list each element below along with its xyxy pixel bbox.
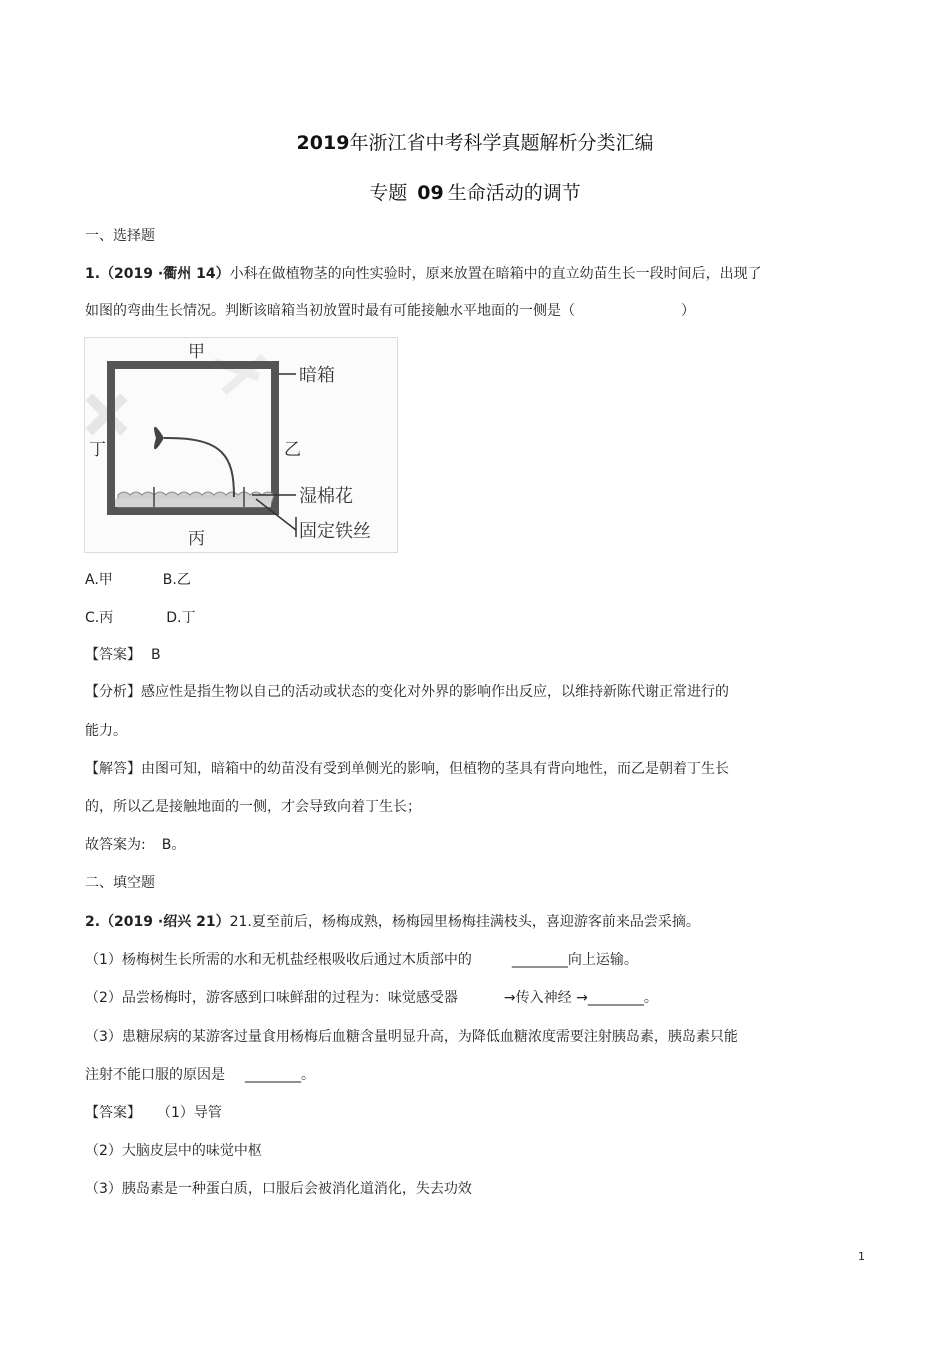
section-heading-choice: 一、选择题 (85, 228, 155, 244)
options-row-1 (85, 570, 191, 590)
document-subtitle: 专题 09 生命活动的调节 (369, 182, 581, 204)
dark-box-diagram (84, 337, 398, 553)
q1-analysis-line-2: 能力。 (85, 723, 127, 739)
label-right: 乙 (284, 440, 301, 460)
page-number: 1 (858, 1250, 865, 1263)
question-2-line: 2.（2019 ·绍兴 21）21.夏至前后，杨梅成熟，杨梅园里杨梅挂满枝头，喜迎游客前来品尝采摘。 (85, 914, 700, 930)
option-d: D.丁 (166, 610, 196, 626)
q2-answer-2: （2）大脑皮层中的味觉中枢 (85, 1143, 262, 1159)
label-bottom: 丙 (188, 529, 205, 549)
q1-solution-line-2: 的，所以乙是接触地面的一侧，才会导致向着丁生长； (85, 799, 421, 815)
label-wet-cotton: 湿棉花 (299, 486, 353, 507)
option-b: B.乙 (162, 572, 191, 588)
q1-answer: 【答案】 B (85, 647, 161, 663)
section-heading-fill: 二、填空题 (85, 875, 155, 891)
q2-answer-3: （3）胰岛素是一种蛋白质，口服后会被消化道消化，失去功效 (85, 1181, 472, 1197)
q2-part-3-line-1: （3）患糖尿病的某游客过量食用杨梅后血糖含量明显升高，为降低血糖浓度需要注射胰岛素，胰岛素只能 (85, 1029, 738, 1045)
dark-box-figure (84, 337, 398, 553)
q2-answer-1: 【答案】 （1）导管 (85, 1105, 222, 1121)
label-left: 丁 (89, 440, 106, 460)
label-fixing-wire: 固定铁丝 (299, 521, 371, 542)
label-top: 甲 (188, 342, 205, 362)
options-row-2 (85, 608, 195, 628)
option-c: C.丙 (85, 610, 114, 626)
q2-part-2: （2）品尝杨梅时，游客感到口味鲜甜的过程为：味觉感受器 →传入神经 →________。 (85, 990, 658, 1006)
q1-solution-line-1: 【解答】由图可知，暗箱中的幼苗没有受到单侧光的影响，但植物的茎具有背向地性，而乙是朝着丁生长 (85, 761, 729, 777)
q2-part-1: （1）杨梅树生长所需的水和无机盐经根吸收后通过木质部中的 ________向上运输。 (85, 952, 638, 968)
label-dark-box: 暗箱 (299, 365, 335, 386)
question-1-line-1: 1.（2019 ·衢州 14）小科在做植物茎的向性实验时，原来放置在暗箱中的直立幼苗生长一段时间后，出现了 (85, 266, 762, 282)
q1-analysis-line-1: 【分析】感应性是指生物以自己的活动或状态的变化对外界的影响作出反应，以维持新陈代谢正常进行的 (85, 684, 729, 700)
option-a: A.甲 (85, 572, 113, 588)
question-1-line-2: 如图的弯曲生长情况。判断该暗箱当初放置时最有可能接触水平地面的一侧是（ ） (85, 303, 695, 319)
q1-final-answer: 故答案为: B。 (85, 837, 186, 853)
document-title: 2019年浙江省中考科学真题解析分类汇编 (296, 132, 654, 154)
q2-part-3-line-2: 注射不能口服的原因是 ________。 (85, 1067, 315, 1083)
